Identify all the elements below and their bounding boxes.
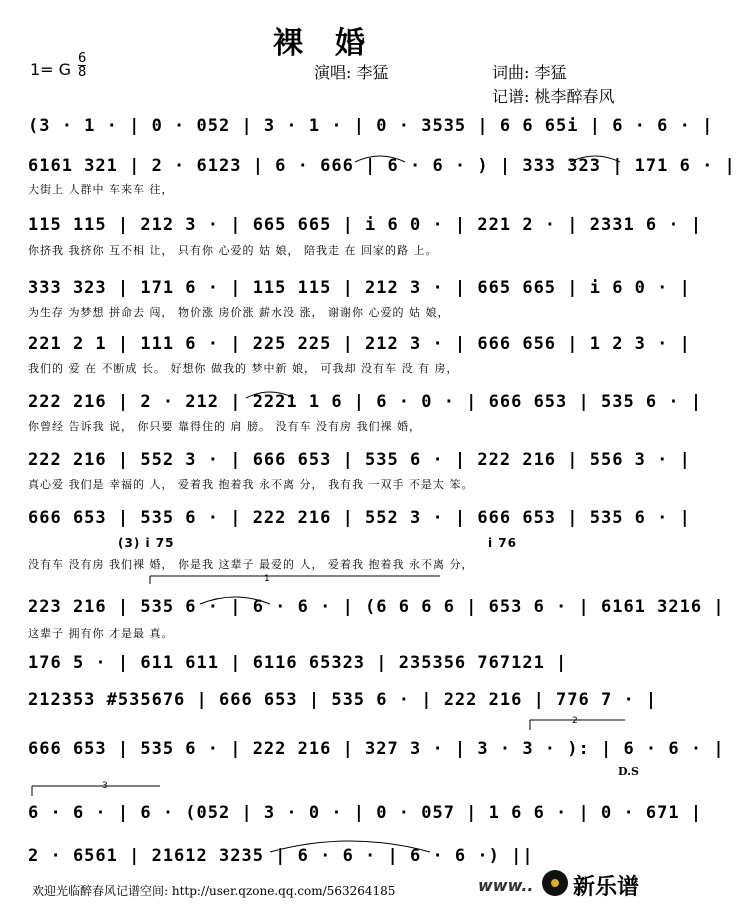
notation-row: 666 653 | 535 6 · | 222 216 | 327 3 · | 3 · 3 · ): | 6 · 6 · | [28,739,725,759]
ending-bracket [530,720,625,730]
alternate-notes: (3) i 75 [118,536,175,550]
meter-top: 6 [78,51,87,66]
alternate-notes: i 76 [488,536,517,550]
notation-row: 222 216 | 2 · 212 | 2221 1 6 | 6 · 0 · | 666 653 | 535 6 · | [28,392,703,412]
notation-row: 2 · 6561 | 21612 3235 | 6 · 6 · | 6 · 6 ·) || [28,846,534,866]
lyric-line: 为生存 为梦想 拼命去 闯， 物价涨 房价涨 薪水没 涨， 谢谢你 心爱的 姑 娘， [28,306,450,319]
notation-row: 212353 #535676 | 666 653 | 535 6 · | 222 216 | 776 7 · | [28,690,658,710]
notation-row: 222 216 | 552 3 · | 666 653 | 535 6 · | 222 216 | 556 3 · | [28,450,691,470]
site-logo: 新乐谱 [573,875,640,900]
key-signature: 1= G [30,60,72,79]
tie-slur [246,392,294,398]
notation-row: 223 216 | 535 6 · | 6 · 6 · | (6 6 6 6 | 653 6 · | 6161 3216 | [28,597,725,617]
notation-row: 666 653 | 535 6 · | 222 216 | 552 3 · | 666 653 | 535 6 · | [28,508,691,528]
ending-bracket [32,786,160,796]
notation-row: 6 · 6 · | 6 · (052 | 3 · 0 · | 0 · 057 | 1 6 6 · | 0 · 671 | [28,803,703,823]
tie-slur [200,597,270,604]
tie-slur [570,156,620,162]
ending-bracket [150,576,440,584]
lyric-line: 我们的 爱 在 不断成 长。 好想你 做我的 梦中新 娘， 可我却 没有车 没 有 房， [28,362,459,375]
footer-text: 欢迎光临醉春风记谱空间: http://user.qzone.qq.com/563264185 [32,884,396,898]
page-title: 裸婚 [273,26,397,61]
tie-slur [270,841,430,852]
ds-marking: D.S [618,765,639,778]
tie-slur [355,156,405,162]
singer-credit: 演唱: 李猛 [314,63,389,82]
ending-marker: 2 [572,716,579,726]
lyric-line: 这辈子 拥有你 才是最 真。 [28,627,174,640]
ending-marker: 1 [264,574,271,584]
composer-credit: 词曲: 李猛 [492,63,567,82]
notation-row: 6161 321 | 2 · 6123 | 6 · 666 | 6 · 6 · ) | 333 323 | 171 6 · | [28,156,736,176]
lyric-line: 你挤我 我挤你 互不相 让， 只有你 心爱的 姑 娘， 陪我走 在 回家的路 上。 [28,244,438,257]
ending-marker: 3 [102,781,109,791]
lyric-line: 没有车 没有房 我们裸 婚， 你是我 这辈子 最爱的 人， 爱着我 抱着我 永不离 分， [28,558,474,571]
notation-row: 115 115 | 212 3 · | 665 665 | i 6 0 · | 221 2 · | 2331 6 · | [28,215,703,235]
record-logo-icon [542,870,568,896]
notation-row: 333 323 | 171 6 · | 115 115 | 212 3 · | 665 665 | i 6 0 · | [28,278,691,298]
lyric-line: 你曾经 告诉我 说， 你只要 靠得住的 肩 膀。 没有车 没有房 我们裸 婚， [28,420,421,433]
notation-row: 221 2 1 | 111 6 · | 225 225 | 212 3 · | 666 656 | 1 2 3 · | [28,334,691,354]
lyric-line: 大街上 人群中 车来车 往， [28,183,174,196]
lyric-line: 真心爱 我们是 幸福的 人， 爱着我 抱着我 永不离 分， 我有我 一双手 不是太 笨。 [28,478,474,491]
notation-row: (3 · 1 · | 0 · 052 | 3 · 1 · | 0 · 3535 | 6 6 65i | 6 · 6 · | [28,116,714,136]
watermark-url: www.. [478,876,534,895]
transcriber-credit: 记谱: 桃李醉春风 [492,87,615,106]
notation-row: 176 5 · | 611 611 | 6116 65323 | 235356 767121 | [28,653,568,673]
meter-bottom: 8 [78,65,87,80]
